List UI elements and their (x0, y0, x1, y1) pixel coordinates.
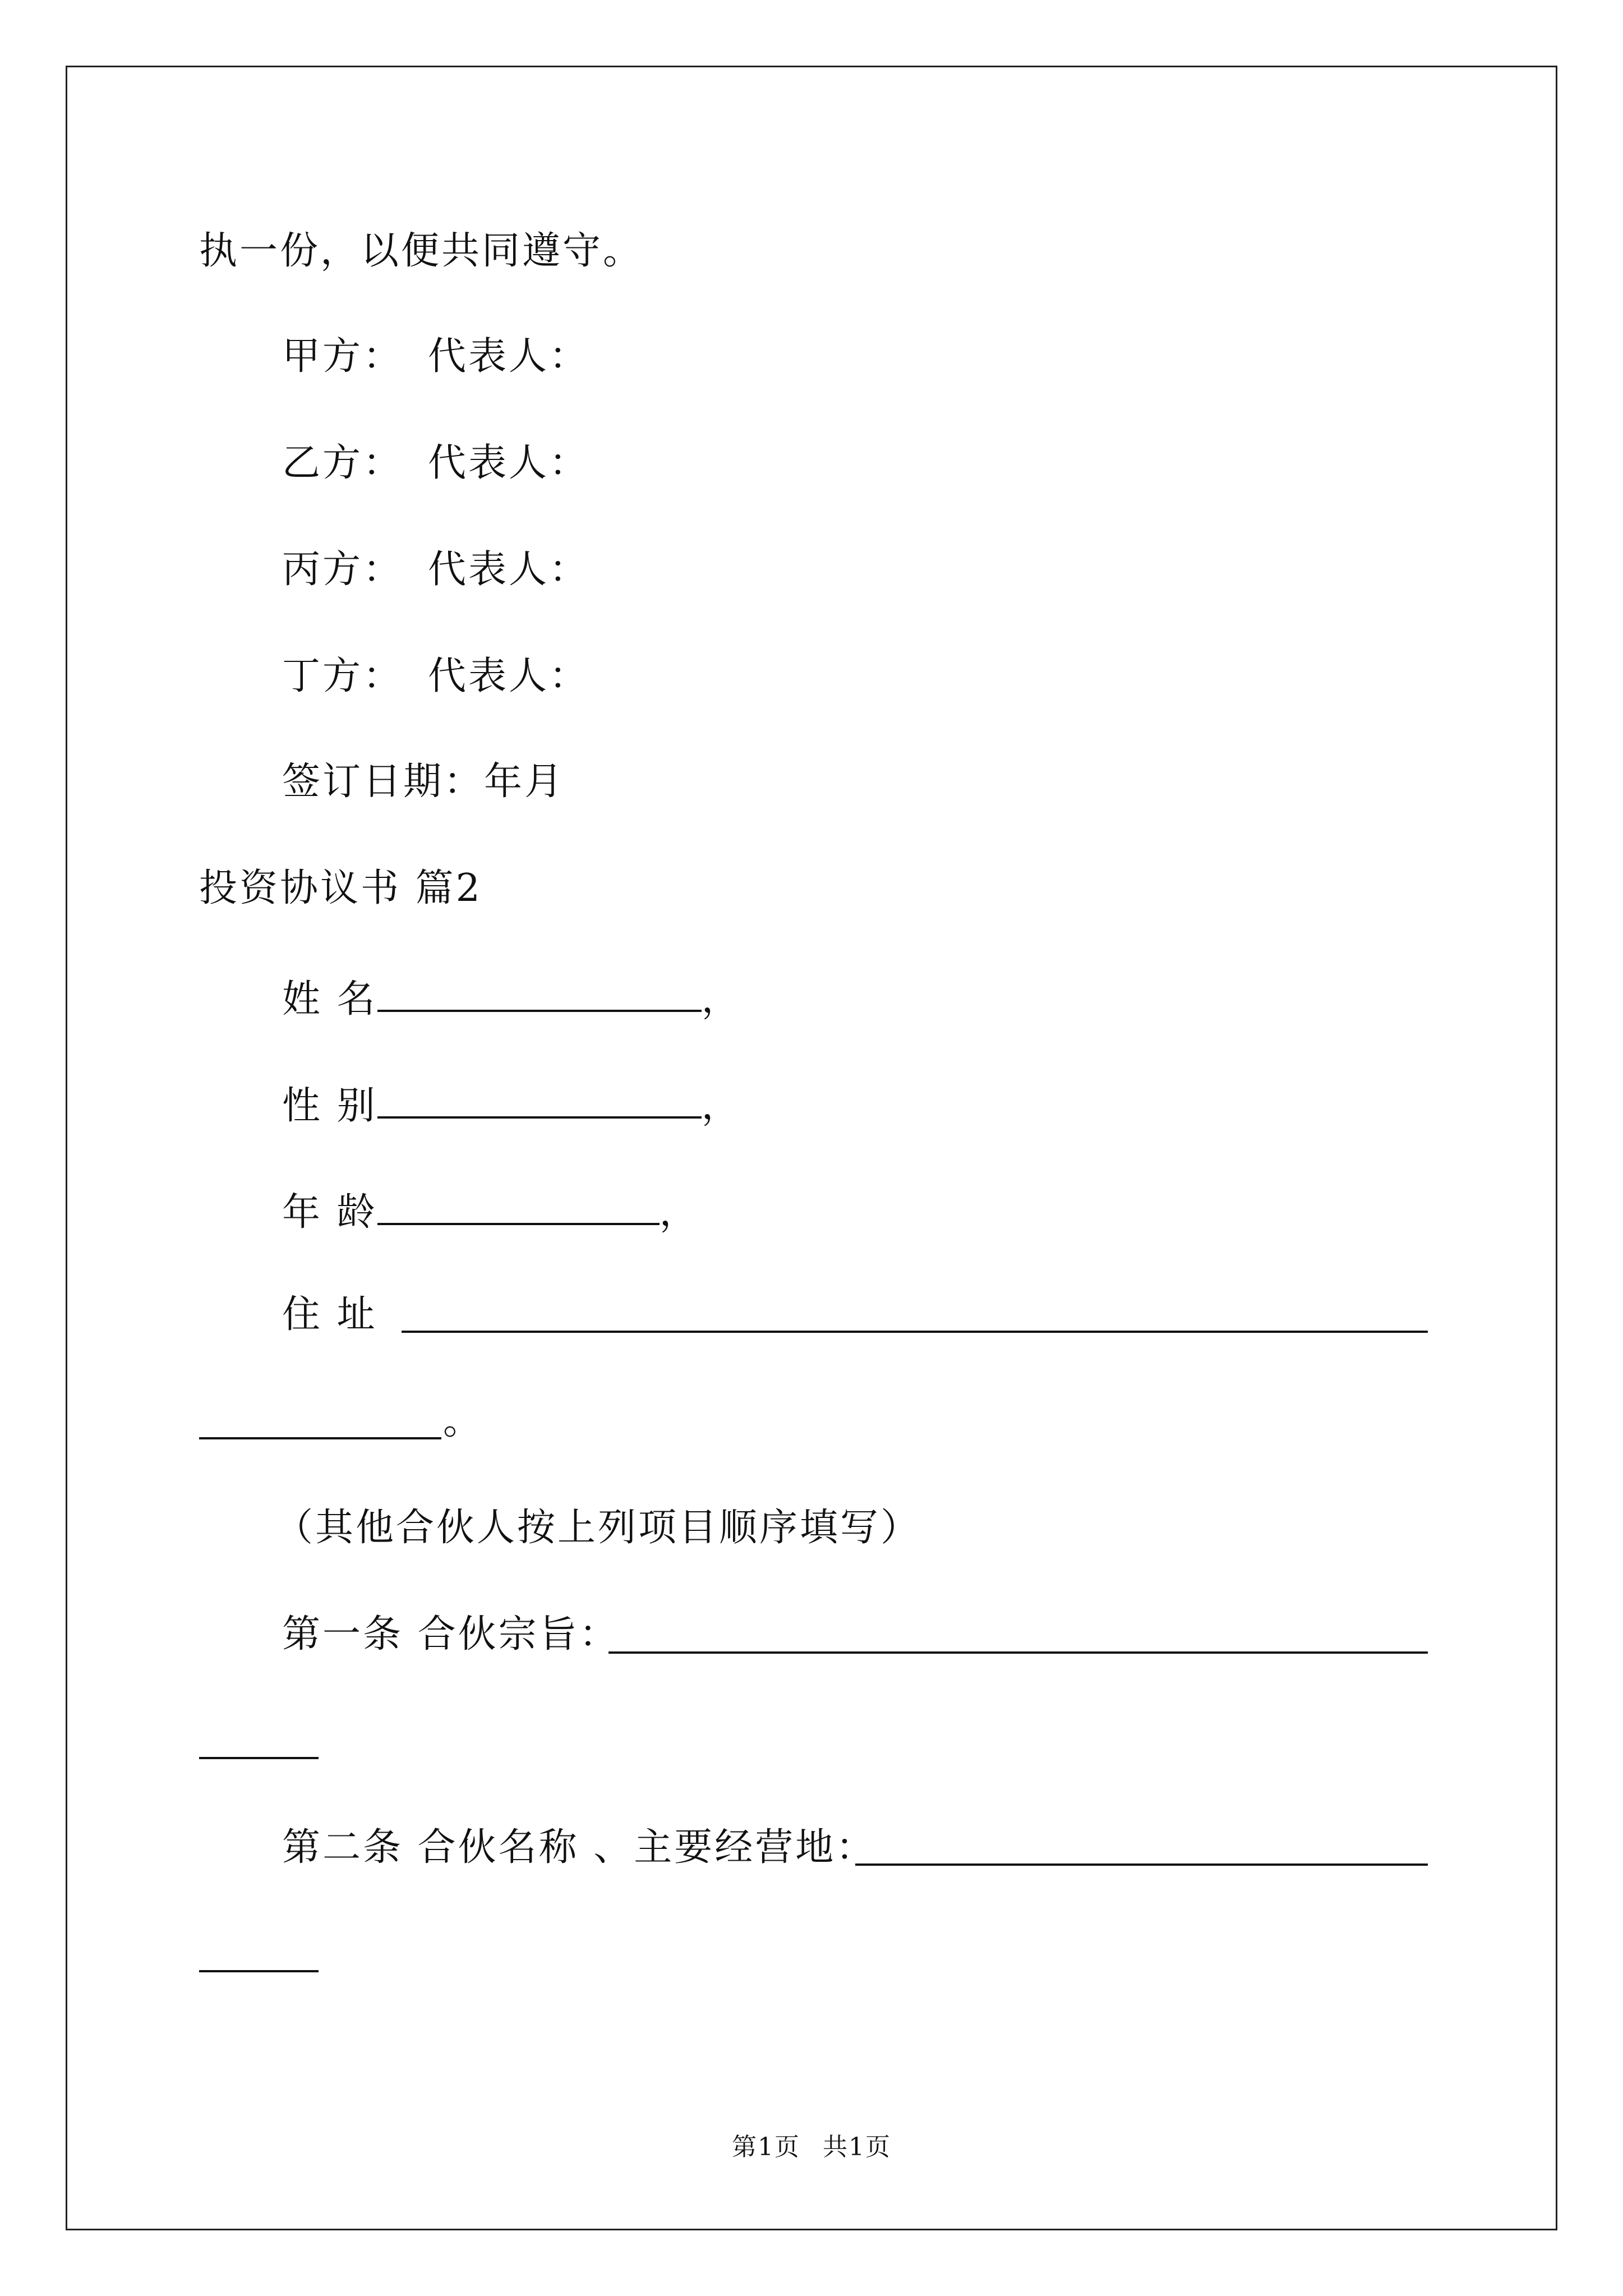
age-label: 年 龄 (282, 1190, 377, 1235)
party-b-label: 乙方： (282, 441, 404, 485)
article-1-label: 第一条 合伙宗旨： (282, 1612, 620, 1657)
article-2-line (282, 1825, 877, 1870)
section-title (199, 866, 482, 910)
article-1-blank-2[interactable] (199, 1757, 319, 1759)
name-comma: ， (701, 977, 742, 1022)
party-d-line (282, 654, 590, 698)
sign-date-label: 签订日期：年月 (282, 760, 565, 804)
gender-comma: ， (701, 1084, 742, 1128)
party-d-rep-label: 代表人： (428, 654, 590, 698)
section-title-text: 投资协议书 篇2 (199, 866, 482, 910)
age-comma: ， (659, 1190, 700, 1235)
others-note-text: （其他合伙人按上列项目顺序填写） (275, 1506, 921, 1550)
party-b-line (282, 441, 590, 485)
gender-label: 性 别 (282, 1084, 377, 1128)
page-total: 共1页 (823, 2133, 891, 2161)
age-blank[interactable] (377, 1189, 660, 1225)
age-field-line (282, 1189, 700, 1235)
article-2-label: 第二条 合伙名称 、主要经营地： (282, 1825, 877, 1870)
party-a-line (282, 334, 590, 379)
article-1-line (282, 1612, 620, 1657)
gender-blank[interactable] (377, 1083, 702, 1119)
page-number: 第1页 (732, 2133, 800, 2161)
party-c-label: 丙方： (282, 547, 404, 592)
party-b-rep-label: 代表人： (428, 441, 590, 485)
party-c-line (282, 547, 590, 592)
address-blank-2[interactable] (199, 1437, 441, 1439)
party-c-rep-label: 代表人： (428, 547, 590, 592)
article-2-blank-2[interactable] (199, 1970, 319, 1972)
others-note-line (275, 1506, 921, 1550)
address-field-line (282, 1292, 377, 1337)
article-2-blank-1[interactable] (855, 1864, 1428, 1866)
text-line-1 (199, 229, 644, 273)
continuation-text: 执一份，以便共同遵守。 (199, 229, 644, 273)
address-blank-1[interactable] (402, 1331, 1428, 1333)
name-label: 姓 名 (282, 977, 377, 1022)
name-blank[interactable] (377, 976, 702, 1012)
address-label: 住 址 (282, 1292, 377, 1337)
party-a-rep-label: 代表人： (428, 334, 590, 379)
party-d-label: 丁方： (282, 654, 404, 698)
article-1-blank-1[interactable] (608, 1651, 1428, 1654)
address-period: 。 (443, 1399, 484, 1443)
name-field-line (282, 976, 742, 1022)
page-footer (0, 2135, 1623, 2160)
party-a-label: 甲方： (282, 334, 404, 379)
page-border (66, 66, 1557, 2230)
sign-date-line (282, 760, 565, 804)
gender-field-line (282, 1083, 742, 1128)
